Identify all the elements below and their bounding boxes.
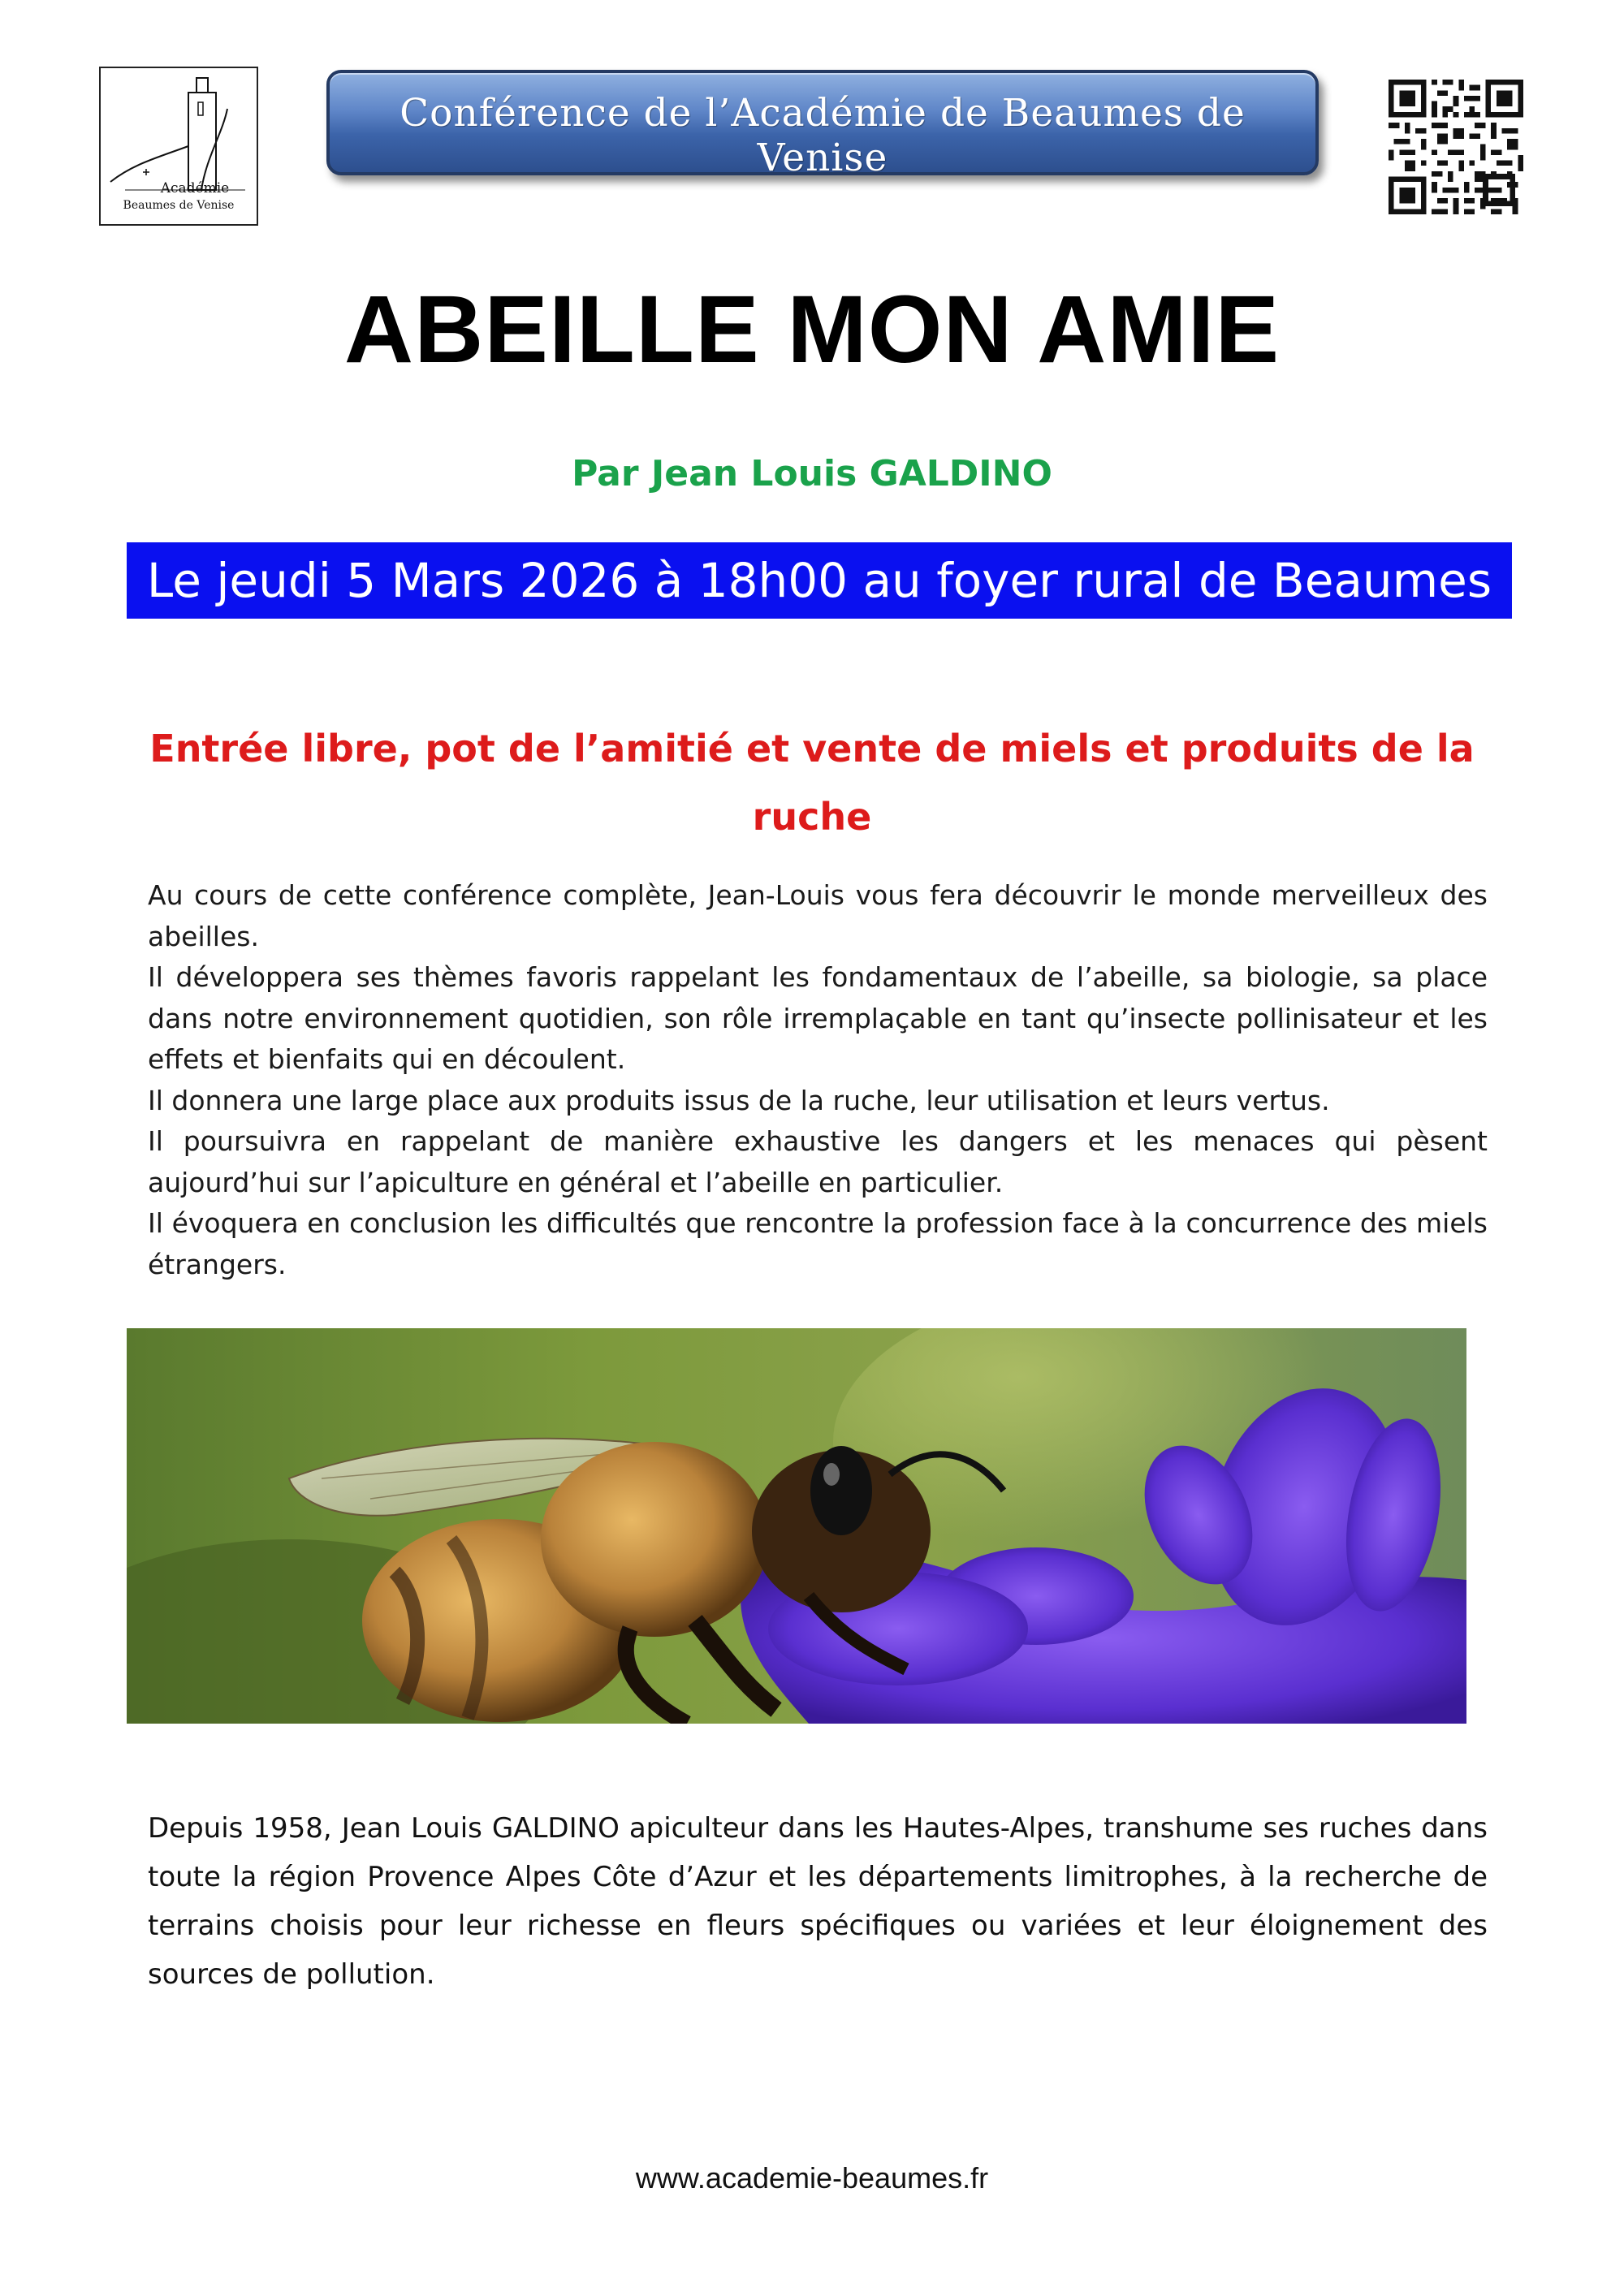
event-author: Par Jean Louis GALDINO: [572, 453, 1052, 494]
event-description: [148, 875, 1488, 1285]
description-paragraph: Il développera ses thèmes favoris rappelant les fondamentaux de l’abeille, sa biologie, sa place dans notre environnement quotidien, son rôle irremplaçable en tant qu’insecte pollinisateur et les effets et bienfaits qui en découlent.: [148, 961, 1488, 1075]
event-date-band: Le jeudi 5 Mars 2026 à 18h00 au foyer rural de Beaumes: [127, 542, 1512, 619]
description-paragraph: Il donnera une large place aux produits issus de la ruche, leur utilisation et leurs vertus.: [148, 1084, 1330, 1116]
bee-on-flower-photo: [127, 1328, 1466, 1724]
logo-text-academie: Académie: [160, 180, 230, 196]
website-link[interactable]: www.academie-beaumes.fr: [635, 2161, 989, 2195]
banner-title: Conférence de l’Académie de Beaumes de Venise: [400, 91, 1246, 180]
qr-code-icon[interactable]: [1389, 80, 1523, 214]
author-biography: Depuis 1958, Jean Louis GALDINO apiculteur dans les Hautes-Alpes, transhume ses ruches dans toute la région Provence Alpes Côte d’Azur et les départements limitrophes, à la recherche de terrains choisis pour leur richesse en fleurs spécifiques ou variées et leur éloignement des sources de pollution.: [148, 1812, 1488, 1991]
logo-text-beaumes: Beaumes de Venise: [123, 199, 235, 212]
description-paragraph: Au cours de cette conférence complète, Jean-Louis vous fera découvrir le monde merveilleux des abeilles.: [148, 879, 1488, 952]
academie-logo: [99, 67, 258, 226]
description-paragraph: Il évoquera en conclusion les difficultés que rencontre la profession face à la concurrence des miels étrangers.: [148, 1207, 1488, 1280]
header-banner: [326, 70, 1319, 180]
event-title: ABEILLE MON AMIE: [343, 276, 1281, 383]
description-paragraph: Il poursuivra en rappelant de manière exhaustive les dangers et les menaces qui pèsent aujourd’hui sur l’apiculture en général et l’abeille en particulier.: [148, 1125, 1488, 1198]
entry-info: Entrée libre, pot de l’amitié et vente de miels et produits de la ruche: [149, 727, 1475, 839]
